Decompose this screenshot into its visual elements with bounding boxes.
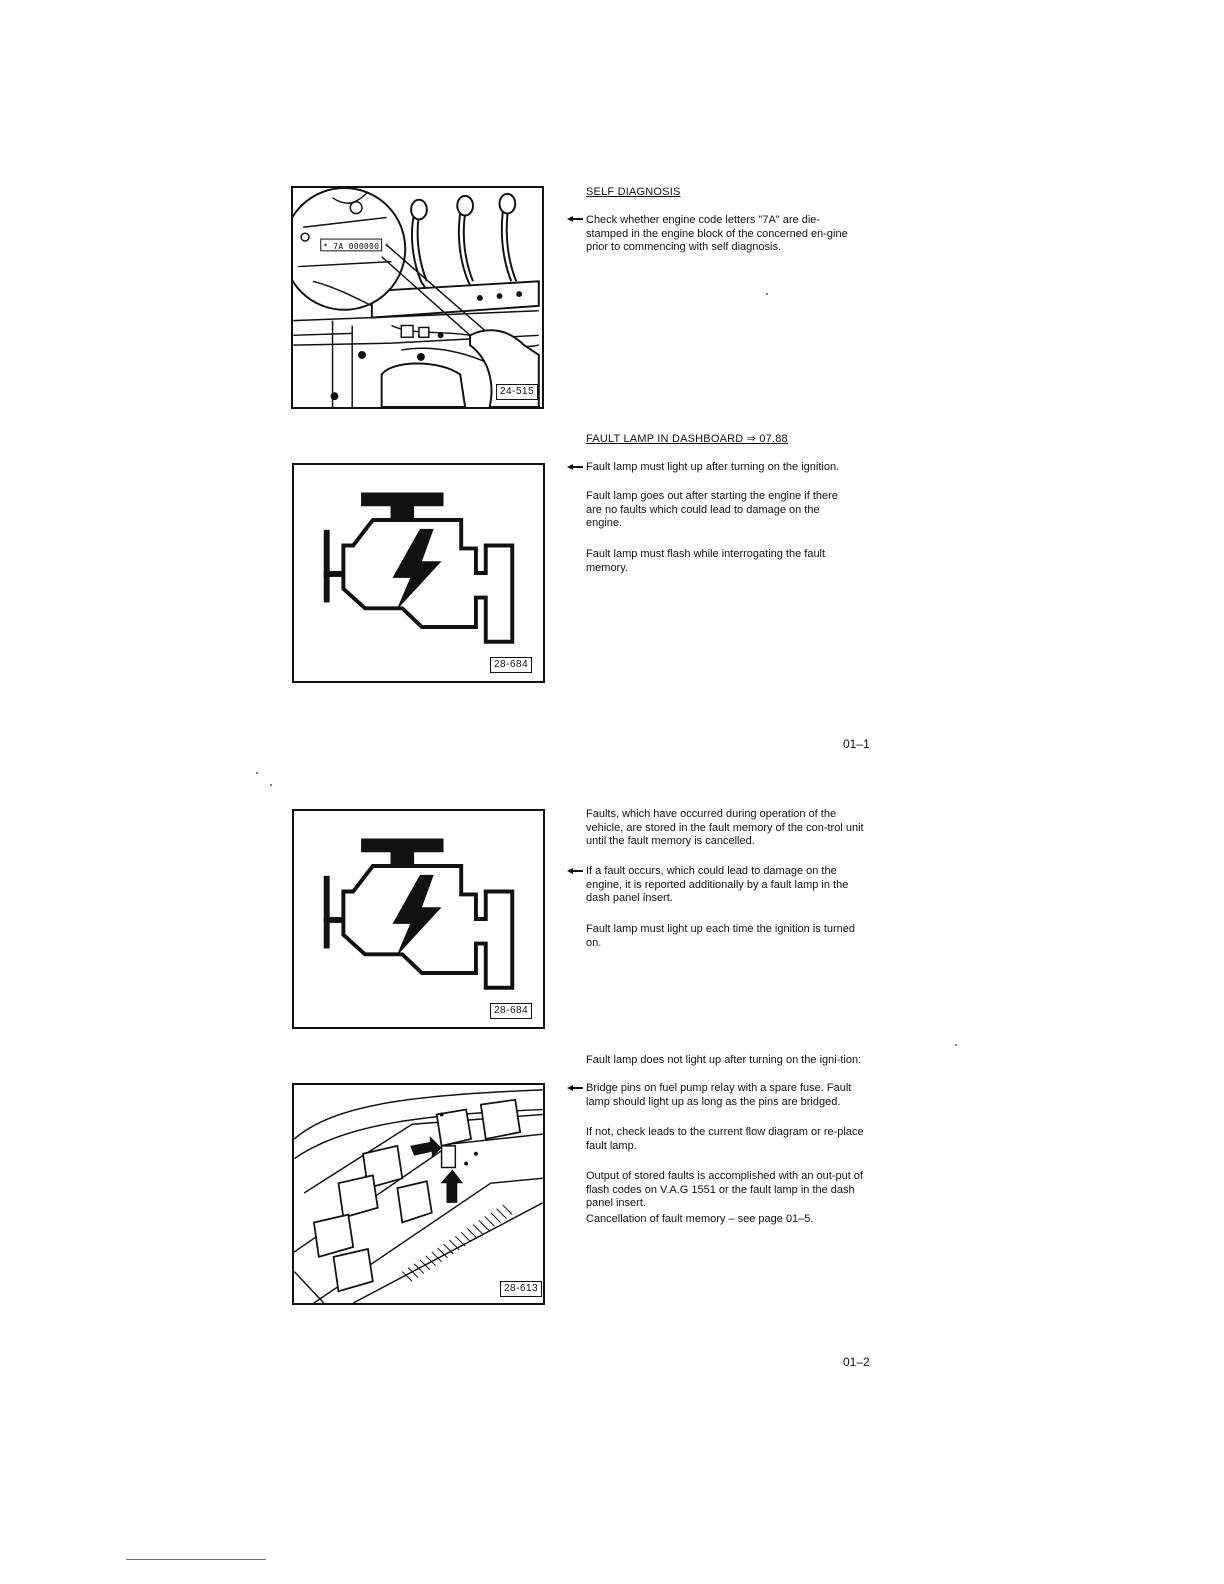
- figure-code: 28-684: [490, 1003, 532, 1019]
- fault-lamp-paragraph-3: Fault lamp must flash while interrogating the fault memory.: [586, 548, 826, 574]
- fault-lamp-no-light-paragraph: Fault lamp does not light up after turning on the igni-tion:: [586, 1054, 862, 1066]
- engine-block-figure: [291, 186, 544, 409]
- page-number: 01–1: [843, 737, 870, 751]
- relay-box-drawing: [294, 1085, 543, 1303]
- engine-block-drawing: [293, 188, 542, 407]
- fault-lamp-paragraph-2: Fault lamp goes out after starting the engine if there are no faults which could lead to damage on the engine.: [586, 490, 838, 529]
- engine-stamp-text: * 7A 000000 *: [323, 242, 390, 251]
- fault-report-paragraph: If a fault occurs, which could lead to damage on the engine, it is reported additionally by a fault lamp in the dash panel insert.: [586, 865, 849, 904]
- footer-rule: [126, 1559, 266, 1560]
- faults-stored-paragraph: Faults, which have occurred during operation of the vehicle, are stored in the fault memory of the con-trol unit until the fault memory is cancelled.: [586, 808, 864, 847]
- page-number: 01–2: [843, 1355, 870, 1369]
- pointer-arrow-icon: [567, 216, 583, 222]
- pointer-arrow-icon: [567, 1085, 583, 1091]
- pointer-arrow-icon: [567, 868, 583, 874]
- fault-lamp-figure-2: [292, 809, 545, 1029]
- fault-lamp-figure: [292, 463, 545, 683]
- self-diagnosis-heading: SELF DIAGNOSIS: [586, 186, 681, 198]
- figure-code: 24-515: [496, 384, 538, 400]
- cancellation-paragraph: Cancellation of fault memory – see page 01–5.: [586, 1213, 814, 1225]
- engine-warning-icon: [294, 811, 543, 1027]
- engine-warning-icon: [294, 465, 543, 681]
- output-faults-paragraph: Output of stored faults is accomplished with an out-put of flash codes on V.A.G 1551 or the fault lamp in the dash panel insert.: [586, 1170, 863, 1209]
- figure-code: 28-684: [490, 657, 532, 673]
- check-leads-paragraph: If not, check leads to the current flow diagram or re-place fault lamp.: [586, 1126, 864, 1152]
- fault-lamp-heading: FAULT LAMP IN DASHBOARD ⇒ 07.88: [586, 433, 788, 445]
- figure-code: 28-613: [500, 1281, 542, 1297]
- self-diagnosis-paragraph: Check whether engine code letters "7A" are die-stamped in the engine block of the concerned en-gine prior to commencing with self diagnosis.: [586, 214, 848, 253]
- fault-lamp-ignition-paragraph: Fault lamp must light up each time the ignition is turned on.: [586, 923, 856, 949]
- bridge-pins-paragraph: Bridge pins on fuel pump relay with a spare fuse. Fault lamp should light up as long as the pins are bridged.: [586, 1082, 852, 1108]
- pointer-arrow-icon: [567, 464, 583, 470]
- fault-lamp-paragraph-1: Fault lamp must light up after turning on the ignition.: [586, 461, 840, 473]
- relay-box-figure: [292, 1083, 545, 1305]
